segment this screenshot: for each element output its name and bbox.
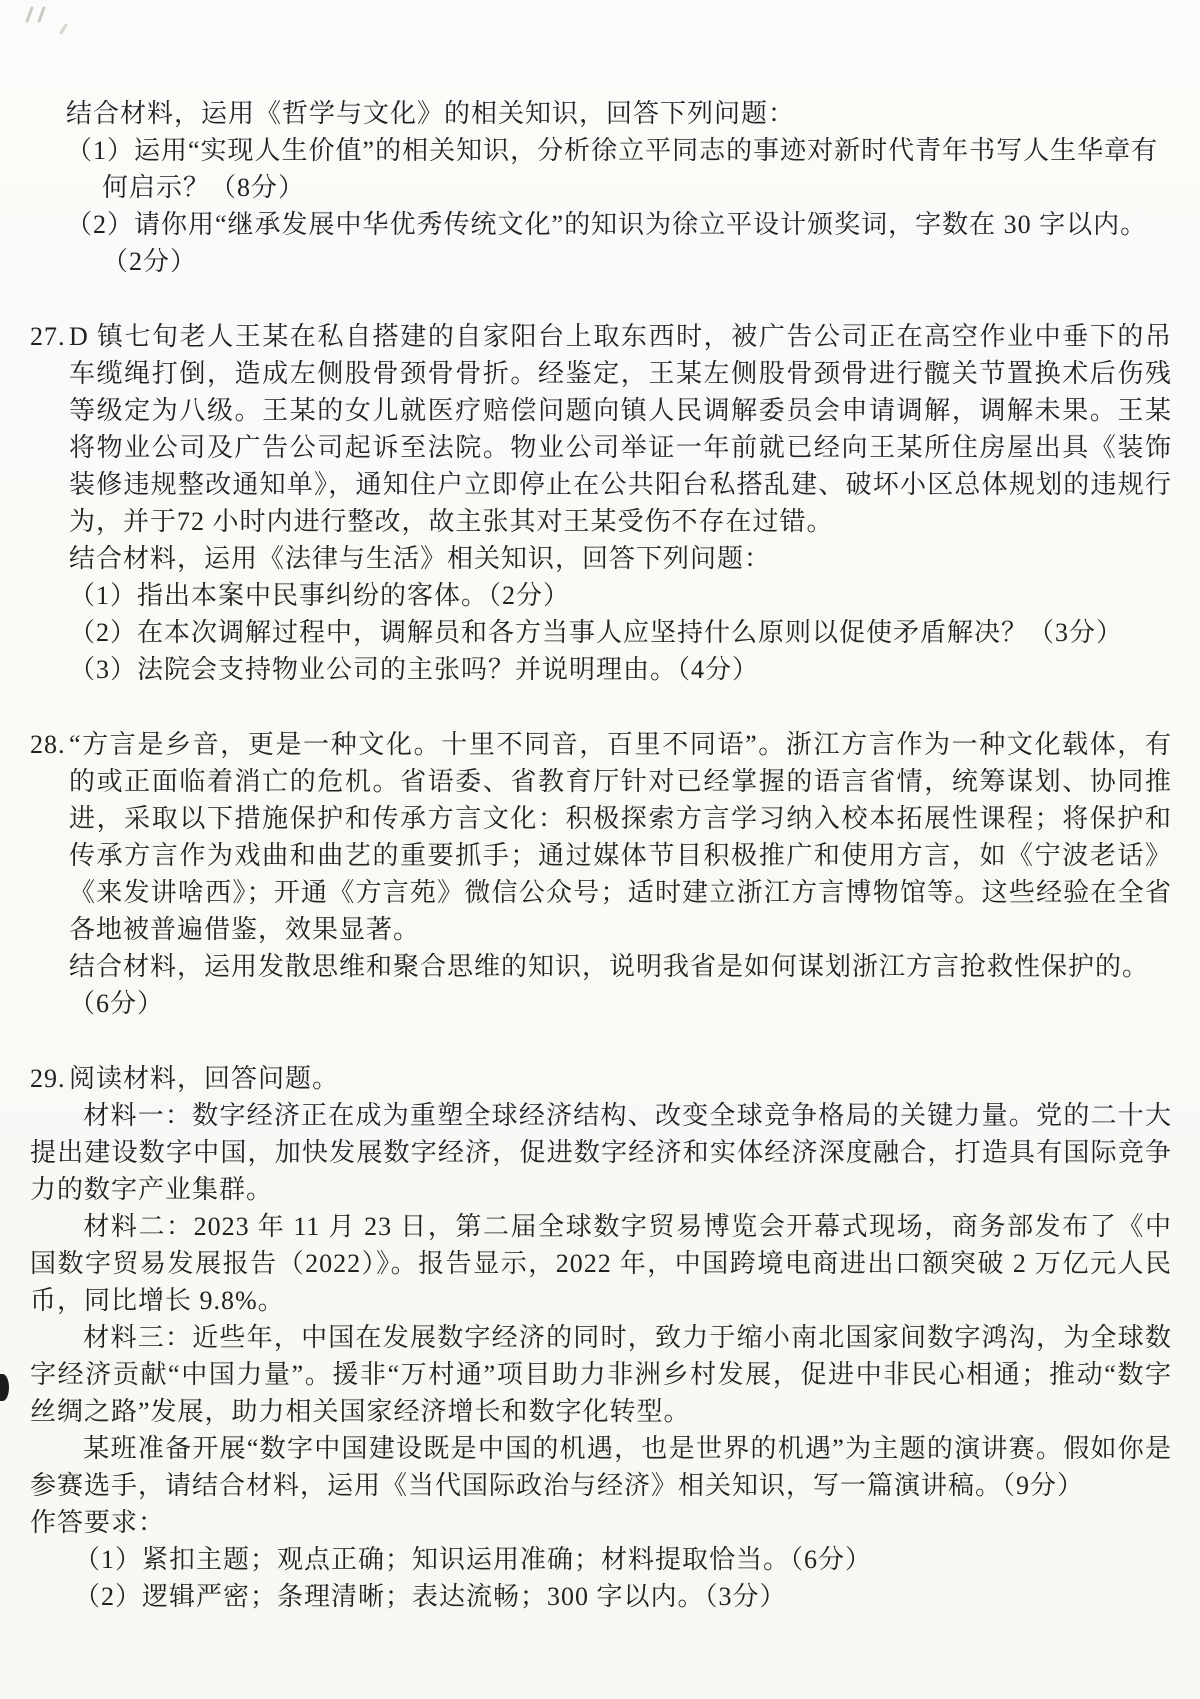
question-29-material-2: 材料二：2023 年 11 月 23 日，第二届全球数字贸易博览会开幕式现场，商务部发布了《中国数字贸易发展报告（2022）》。报告显示，2022 年，中国跨境电商进出口额突破 2 万亿元人民币，同比增长 9.8%。	[30, 1212, 1172, 1315]
question-27-number: 27.	[30, 322, 66, 351]
question-29-requirements-label: 作答要求：	[30, 1508, 166, 1537]
scan-smudge-mark	[37, 6, 46, 23]
intro-question-block	[66, 95, 1172, 280]
question-27	[30, 318, 1172, 688]
question-29-material-1: 材料一：数字经济正在成为重塑全球经济结构、改变全球竞争格局的关键力量。党的二十大提出建设数字中国，加快发展数字经济，促进数字经济和实体经济深度融合，打造具有国际竞争力的数字产业集群。	[30, 1101, 1172, 1204]
question-29-title: 阅读材料，回答问题。	[69, 1064, 340, 1093]
question-27-body: D 镇七旬老人王某在私自搭建的自家阳台上取东西时，被广告公司正在高空作业中垂下的吊车缆绳打倒，造成左侧股骨颈骨骨折。经鉴定，王某左侧股骨颈骨进行髋关节置换术后伤残等级定为八级。王某的女儿就医疗赔偿问题向镇人民调解委员会申请调解，调解未果。王某将物业公司及广告公司起诉至法院。物业公司举证一年前就已经向王某所住房屋出具《装饰装修违规整改通知单》，通知住户立即停止在公共阳台私搭乱建、破坏小区总体规划的违规行为，并于72 小时内进行整改，故主张其对王某受伤不存在过错。	[69, 322, 1172, 536]
question-28-number: 28.	[30, 730, 66, 759]
question-28-lead: 结合材料，运用发散思维和聚合思维的知识，说明我省是如何谋划浙江方言抢救性保护的。	[69, 952, 1150, 981]
intro-item-2: （2）请你用“继承发展中华优秀传统文化”的知识为徐立平设计颁奖词，字数在 30 字以内。（2分）	[66, 210, 1148, 276]
intro-item-1: （1）运用“实现人生价值”的相关知识，分析徐立平同志的事迹对新时代青年书写人生华章有何启示？（8分）	[66, 136, 1159, 202]
question-29	[30, 1060, 1172, 1097]
question-27-lead: 结合材料，运用《法律与生活》相关知识，回答下列问题：	[69, 544, 772, 573]
intro-lead: 结合材料，运用《哲学与文化》的相关知识，回答下列问题：	[66, 99, 796, 128]
question-27-item-2: （2）在本次调解过程中，调解员和各方当事人应坚持什么原则以促使矛盾解决？（3分）	[69, 618, 1124, 647]
question-27-item-1: （1）指出本案中民事纠纷的客体。（2分）	[69, 581, 571, 610]
question-29-materials	[30, 1097, 1172, 1615]
scan-smudge-mark	[59, 23, 68, 35]
question-29-requirement-2: （2）逻辑严密；条理清晰；表达流畅；300 字以内。（3分）	[74, 1582, 787, 1611]
question-29-number: 29.	[30, 1064, 66, 1093]
scan-artifact-top-left	[28, 6, 108, 48]
page-content	[30, 95, 1172, 1615]
question-28	[30, 726, 1172, 1022]
question-29-material-3: 材料三：近些年，中国在发展数字经济的同时，致力于缩小南北国家间数字鸿沟，为全球数字经济贡献“中国力量”。援非“万村通”项目助力非洲乡村发展，促进中非民心相通；推动“数字丝绸之路”发展，助力相关国家经济增长和数字化转型。	[30, 1323, 1172, 1426]
scan-artifact-left-edge	[0, 1374, 9, 1401]
question-29-requirement-1: （1）紧扣主题；观点正确；知识运用准确；材料提取恰当。（6分）	[74, 1545, 873, 1574]
question-28-body: “方言是乡音，更是一种文化。十里不同音，百里不同语”。浙江方言作为一种文化载体，有的或正面临着消亡的危机。省语委、省教育厅针对已经掌握的语言省情，统筹谋划、协同推进，采取以下措施保护和传承方言文化：积极探索方言学习纳入校本拓展性课程；将保护和传承方言作为戏曲和曲艺的重要抓手；通过媒体节目积极推广和使用方言，如《宁波老话》《来发讲啥西》；开通《方言苑》微信公众号；适时建立浙江方言博物馆等。这些经验在全省各地被普遍借鉴，效果显著。	[69, 730, 1172, 944]
question-29-task: 某班准备开展“数字中国建设既是中国的机遇，也是世界的机遇”为主题的演讲赛。假如你是参赛选手，请结合材料，运用《当代国际政治与经济》相关知识，写一篇演讲稿。（9分）	[30, 1434, 1172, 1500]
question-28-score: （6分）	[69, 989, 165, 1018]
question-27-item-3: （3）法院会支持物业公司的主张吗？并说明理由。（4分）	[69, 655, 760, 684]
scan-smudge-mark	[25, 6, 34, 23]
